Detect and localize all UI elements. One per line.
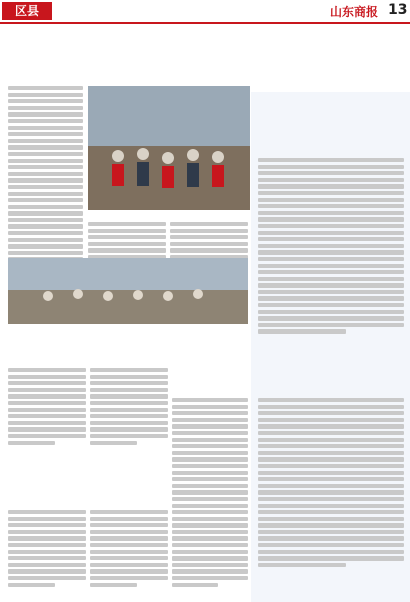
text-line xyxy=(258,257,404,261)
text-line xyxy=(90,401,168,405)
text-line xyxy=(172,569,248,573)
text-line xyxy=(170,242,248,246)
text-line xyxy=(172,405,248,409)
text-line xyxy=(172,418,248,422)
text-line xyxy=(258,158,404,162)
text-line xyxy=(90,368,168,372)
text-line xyxy=(8,368,86,372)
text-line xyxy=(172,583,218,587)
bottom-left-body xyxy=(8,510,86,594)
text-line xyxy=(8,536,86,540)
text-line xyxy=(258,536,404,540)
text-line xyxy=(258,550,404,554)
text-line xyxy=(8,408,86,412)
text-line xyxy=(8,421,86,425)
text-line xyxy=(258,490,404,494)
text-line xyxy=(90,556,168,560)
text-line xyxy=(170,229,248,233)
text-line xyxy=(8,112,83,116)
text-line xyxy=(8,563,86,567)
text-line xyxy=(170,222,248,226)
text-line xyxy=(8,238,83,242)
performance-scene xyxy=(88,86,250,210)
text-line xyxy=(172,451,248,455)
text-line xyxy=(8,427,86,431)
text-line xyxy=(172,457,248,461)
text-line xyxy=(90,434,168,438)
text-line xyxy=(88,235,166,239)
text-line xyxy=(90,427,168,431)
text-line xyxy=(258,224,404,228)
text-line xyxy=(90,421,168,425)
text-line xyxy=(8,159,83,163)
text-line xyxy=(172,556,248,560)
text-line xyxy=(258,424,404,428)
text-line xyxy=(8,93,83,97)
text-line xyxy=(8,126,83,130)
text-line xyxy=(90,583,137,587)
text-line xyxy=(172,431,248,435)
text-line xyxy=(258,329,346,333)
text-line xyxy=(258,477,404,481)
text-line xyxy=(88,248,166,252)
text-line xyxy=(172,517,248,521)
mid-story-body-col-2 xyxy=(90,368,168,452)
mid-story-photo xyxy=(8,258,248,324)
text-line xyxy=(90,530,168,534)
text-line xyxy=(258,270,404,274)
text-line xyxy=(90,394,168,398)
text-line xyxy=(258,296,404,300)
text-line xyxy=(8,556,86,560)
text-line xyxy=(8,132,83,136)
text-line xyxy=(258,431,404,435)
text-line xyxy=(258,244,404,248)
bottom-mid-body xyxy=(90,510,168,594)
text-line xyxy=(258,204,404,208)
text-line xyxy=(258,484,404,488)
text-line xyxy=(170,235,248,239)
text-line xyxy=(90,563,168,567)
text-line xyxy=(8,434,86,438)
text-line xyxy=(8,576,86,580)
text-line xyxy=(258,283,404,287)
text-line xyxy=(8,523,86,527)
text-line xyxy=(258,418,404,422)
text-line xyxy=(90,388,168,392)
text-line xyxy=(258,303,404,307)
sidebar-bottom-body xyxy=(258,398,404,576)
text-line xyxy=(258,444,404,448)
text-line xyxy=(90,408,168,412)
text-line xyxy=(88,229,166,233)
text-line xyxy=(8,251,83,255)
text-line xyxy=(258,217,404,221)
text-line xyxy=(258,250,404,254)
text-line xyxy=(258,510,404,514)
text-line xyxy=(258,563,346,567)
text-line xyxy=(8,86,83,90)
text-line xyxy=(8,414,86,418)
text-line xyxy=(258,457,404,461)
text-line xyxy=(170,248,248,252)
text-line xyxy=(258,497,404,501)
text-line xyxy=(258,543,404,547)
text-line xyxy=(258,277,404,281)
text-line xyxy=(8,550,86,554)
text-line xyxy=(258,438,404,442)
text-line xyxy=(8,530,86,534)
text-line xyxy=(258,191,404,195)
text-line xyxy=(172,530,248,534)
text-line xyxy=(258,504,404,508)
text-line xyxy=(258,530,404,534)
text-line xyxy=(172,504,248,508)
text-line xyxy=(172,497,248,501)
text-line xyxy=(90,414,168,418)
box-story-body xyxy=(172,398,248,594)
text-line xyxy=(172,576,248,580)
text-line xyxy=(8,152,83,156)
text-line xyxy=(8,381,86,385)
text-line xyxy=(8,172,83,176)
text-line xyxy=(258,237,404,241)
text-line xyxy=(88,222,166,226)
text-line xyxy=(172,424,248,428)
text-line xyxy=(90,510,168,514)
text-line xyxy=(90,381,168,385)
section-tag: 区县 xyxy=(2,2,52,20)
text-line xyxy=(90,375,168,379)
text-line xyxy=(8,224,83,228)
text-line xyxy=(90,569,168,573)
text-line xyxy=(172,543,248,547)
text-line xyxy=(258,471,404,475)
text-line xyxy=(172,471,248,475)
text-line xyxy=(258,451,404,455)
text-line xyxy=(8,375,86,379)
mid-story-body-col-1 xyxy=(8,368,86,452)
text-line xyxy=(8,543,86,547)
text-line xyxy=(8,198,83,202)
text-line xyxy=(258,523,404,527)
text-line xyxy=(8,178,83,182)
text-line xyxy=(8,244,83,248)
text-line xyxy=(8,394,86,398)
sidebar-top-body xyxy=(258,158,404,338)
text-line xyxy=(258,184,404,188)
text-line xyxy=(8,517,86,521)
text-line xyxy=(258,411,404,415)
text-line xyxy=(258,231,404,235)
text-line xyxy=(8,106,83,110)
text-line xyxy=(172,398,248,402)
text-line xyxy=(8,569,86,573)
top-story-photo xyxy=(88,86,250,210)
text-line xyxy=(172,550,248,554)
text-line xyxy=(88,242,166,246)
masthead xyxy=(0,0,410,24)
text-line xyxy=(172,438,248,442)
text-line xyxy=(8,510,86,514)
text-line xyxy=(172,510,248,514)
text-line xyxy=(90,550,168,554)
text-line xyxy=(172,523,248,527)
text-line xyxy=(172,464,248,468)
text-line xyxy=(90,517,168,521)
text-line xyxy=(8,388,86,392)
text-line xyxy=(258,556,404,560)
text-line xyxy=(258,316,404,320)
text-line xyxy=(90,523,168,527)
text-line xyxy=(258,464,404,468)
text-line xyxy=(8,583,55,587)
text-line xyxy=(172,563,248,567)
text-line xyxy=(172,536,248,540)
text-line xyxy=(8,99,83,103)
text-line xyxy=(258,323,404,327)
text-line xyxy=(258,211,404,215)
text-line xyxy=(8,119,83,123)
text-line xyxy=(258,165,404,169)
text-line xyxy=(172,444,248,448)
text-line xyxy=(8,218,83,222)
text-line xyxy=(258,171,404,175)
brand-name: 山东商报 xyxy=(330,5,379,19)
text-line xyxy=(258,290,404,294)
text-line xyxy=(172,490,248,494)
text-line xyxy=(8,441,55,445)
text-line xyxy=(90,543,168,547)
text-line xyxy=(172,484,248,488)
text-line xyxy=(8,139,83,143)
text-line xyxy=(8,231,83,235)
text-line xyxy=(258,198,404,202)
text-line xyxy=(90,576,168,580)
text-line xyxy=(8,401,86,405)
page-number: 13 xyxy=(388,2,408,18)
text-line xyxy=(8,145,83,149)
text-line xyxy=(172,411,248,415)
text-line xyxy=(8,185,83,189)
text-line xyxy=(8,192,83,196)
text-line xyxy=(258,264,404,268)
text-line xyxy=(90,441,137,445)
text-line xyxy=(258,398,404,402)
text-line xyxy=(258,405,404,409)
text-line xyxy=(8,165,83,169)
text-line xyxy=(258,310,404,314)
text-line xyxy=(258,517,404,521)
text-line xyxy=(90,536,168,540)
text-line xyxy=(8,211,83,215)
text-line xyxy=(172,477,248,481)
text-line xyxy=(258,178,404,182)
group-photo-scene xyxy=(8,258,248,324)
text-line xyxy=(8,205,83,209)
